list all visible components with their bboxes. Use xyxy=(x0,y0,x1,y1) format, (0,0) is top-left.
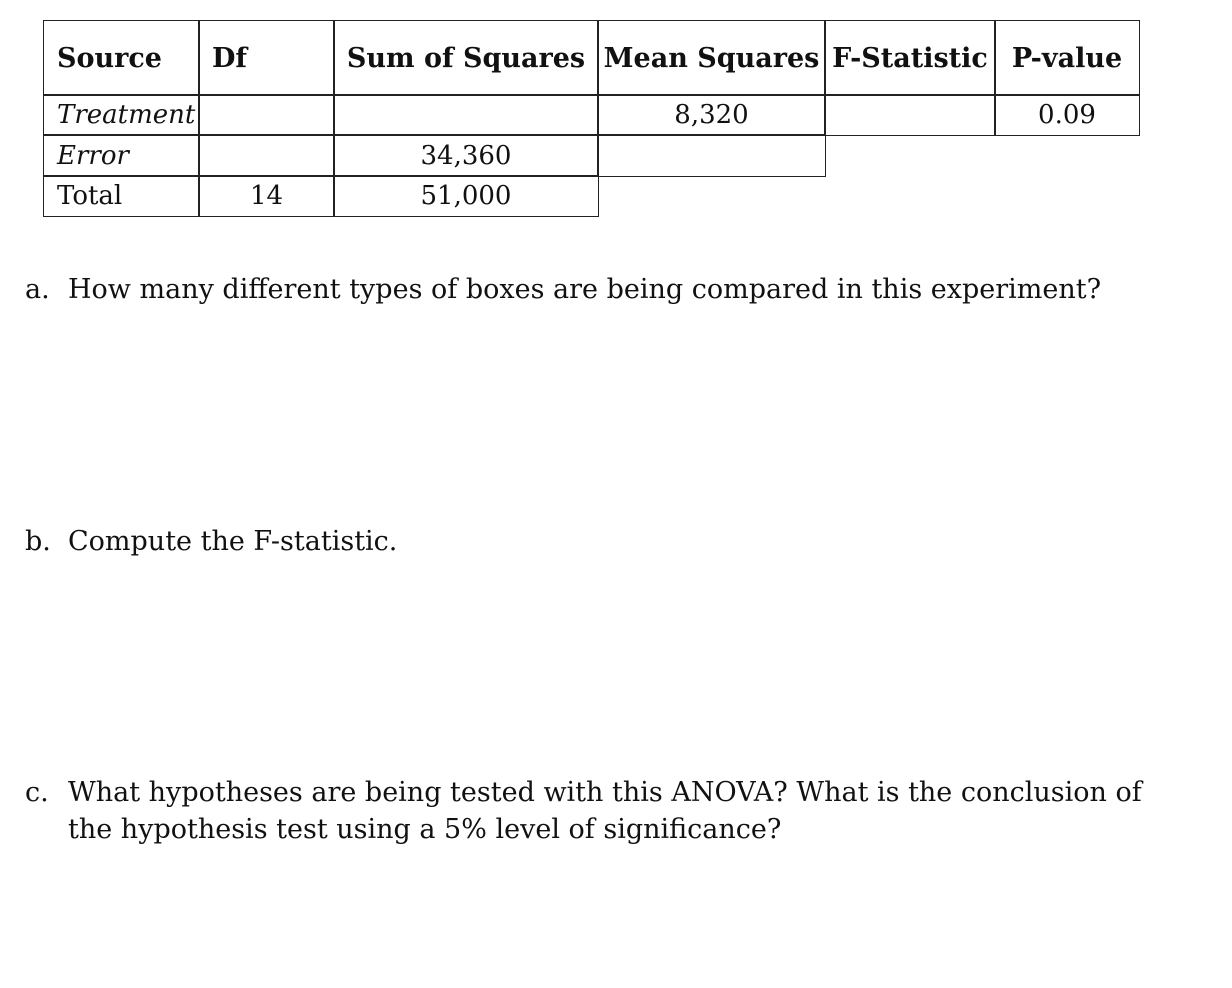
header-sum-of-squares: Sum of Squares xyxy=(333,20,599,96)
row-error-df xyxy=(198,134,335,177)
question-a-marker: a. xyxy=(25,274,50,305)
question-a xyxy=(25,271,1178,308)
row-treatment-source: Treatment xyxy=(43,94,200,136)
row-treatment-p-value: 0.09 xyxy=(994,94,1140,136)
anova-table xyxy=(43,20,1140,217)
header-p-value: P-value xyxy=(994,20,1140,96)
header-f-statistic: F-Statistic xyxy=(824,20,996,96)
row-treatment-df xyxy=(198,94,335,136)
question-b xyxy=(25,523,1178,560)
header-source: Source xyxy=(43,20,200,96)
header-df: Df xyxy=(198,20,335,96)
row-treatment-sum-of-squares xyxy=(333,94,599,136)
row-error-sum-of-squares: 34,360 xyxy=(333,134,599,177)
row-error-source: Error xyxy=(43,134,200,177)
question-c xyxy=(25,774,1188,848)
question-b-marker: b. xyxy=(25,526,51,557)
row-total-df: 14 xyxy=(198,175,335,217)
question-a-text: How many different types of boxes are being compared in this experiment? xyxy=(68,274,1102,305)
row-treatment-mean-squares: 8,320 xyxy=(597,94,826,136)
question-b-text: Compute the F-statistic. xyxy=(68,526,398,557)
row-error-mean-squares xyxy=(597,134,826,177)
question-c-marker: c. xyxy=(25,777,49,808)
header-mean-squares: Mean Squares xyxy=(597,20,826,96)
row-total-source: Total xyxy=(43,175,200,217)
row-treatment-f-statistic xyxy=(824,94,996,136)
question-c-text: What hypotheses are being tested with this ANOVA? What is the conclusion of the hypothesis test using a 5% level of significance? xyxy=(68,777,1142,845)
row-total-sum-of-squares: 51,000 xyxy=(333,175,599,217)
